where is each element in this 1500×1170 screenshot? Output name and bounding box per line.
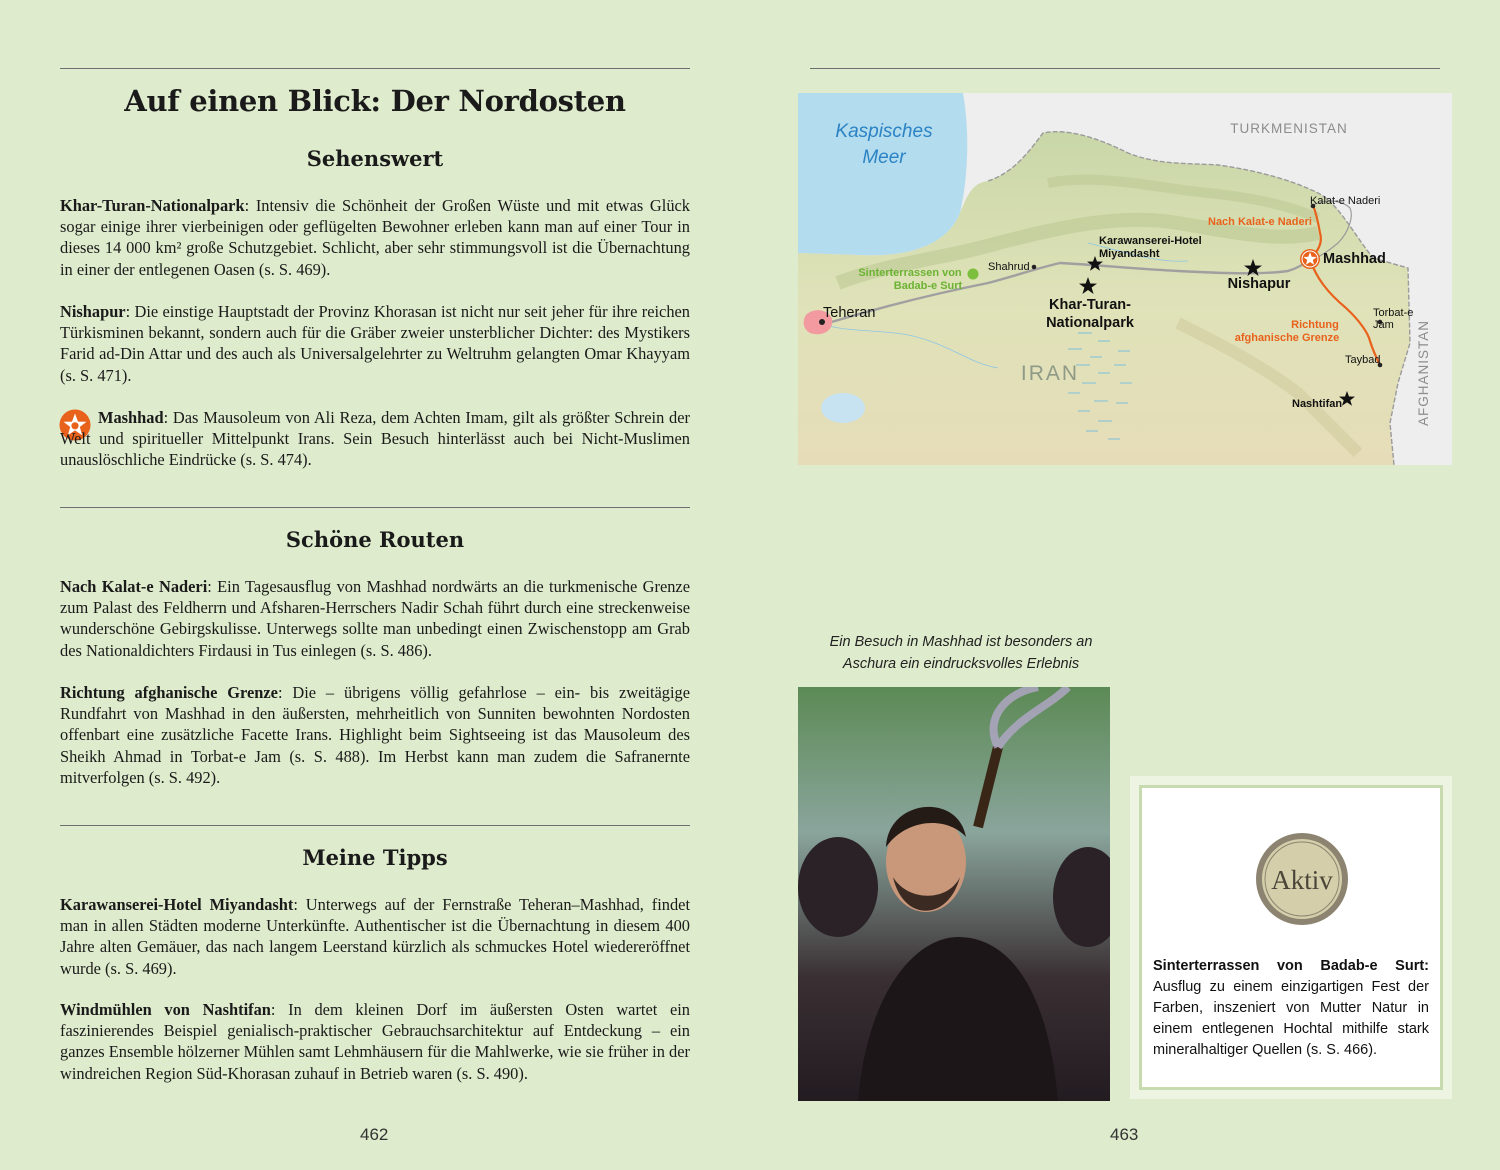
aktiv-title: Sinterterrassen von Badab-e Surt:	[1153, 958, 1429, 974]
region-map	[798, 93, 1452, 465]
map-label-city: Torbat-e	[1373, 307, 1414, 319]
map-label-country: IRAN	[1020, 362, 1080, 385]
map-label-route: afghanische Grenze	[1234, 332, 1340, 344]
page-title: Auf einen Blick: Der Nordosten	[124, 84, 626, 118]
section-heading-sehenswert: Sehenswert	[306, 146, 444, 171]
photo-caption	[798, 631, 1124, 675]
item-title: Nach Kalat-e Naderi	[60, 577, 208, 596]
map-label-city: Jam	[1373, 319, 1394, 331]
map-label-city: Mashhad	[1323, 251, 1386, 267]
item-nashtifan	[60, 999, 690, 1084]
map-label-route: Richtung	[1291, 319, 1339, 331]
map-label-sight: Karawanserei-Hotel	[1099, 235, 1202, 247]
aktiv-frame	[1139, 785, 1443, 1090]
section-heading-routen: Schöne Routen	[285, 527, 465, 552]
map-label-city: Teheran	[823, 305, 876, 321]
item-title: Karawanserei-Hotel Miyandasht	[60, 895, 294, 914]
photo-ashura-procession	[798, 687, 1110, 1101]
item-text: : Unterwegs auf der Fernstraße Teheran–Mashhad, findet man in allen Städten moderne Unterkünfte. Authentischer ist die Übernachtung in diesem 400 Jahre alten Gemäuer, das nach langem Leerstand kürzlich als schmuckes Hotel wiedereröffnet wurde (s. S. 469).	[60, 895, 690, 978]
item-mashhad	[60, 407, 690, 471]
item-text: : Das Mausoleum von Ali Reza, dem Achten Imam, gilt als größter Schrein der Welt und spiritueller Mittelpunkt Irans. Sein Besuch hinterlässt auch bei Nicht-Muslimen unauslöschliche Eindrücke (s. S. 474).	[60, 408, 690, 470]
item-text: : Intensiv die Schönheit der Großen Wüste und mit etwas Glück sogar einige ihrer vierbeinigen oder geflügelten Bewohner erleben kann man auf einer Tour in dieses 14 000 km² große Schutzgebiet. Schlicht, aber sehr stimmungsvoll ist die Übernachtung in einer der entlegenen Oasen (s. S. 469).	[60, 196, 690, 279]
map-label-city: Kalat-e Naderi	[1310, 195, 1381, 207]
item-text: : Die einstige Hauptstadt der Provinz Khorasan ist nicht nur seit jeher für ihre reichen Türkisminen bekannt, sondern auch für die Gräber zweier unsterblicher Dichter: des Mystikers Farid ad-Din Attar und des auch als Universalgelehrter zu Weltruhm gelangten Omar Khayyam (s. S. 471).	[60, 302, 690, 385]
map-label-city: Nashtifan	[1292, 398, 1343, 410]
map-label-country: TURKMENISTAN	[1230, 121, 1348, 136]
aktiv-text	[1153, 956, 1429, 1061]
section-divider	[60, 825, 690, 826]
map-label-sea: Kaspisches	[835, 121, 933, 142]
item-title: Khar-Turan-Nationalpark	[60, 196, 245, 215]
page-number-right: 463	[1110, 1125, 1139, 1144]
item-title: Windmühlen von Nashtifan	[60, 1000, 271, 1019]
map-label-city: Nishapur	[1227, 276, 1291, 292]
map-label-city: Taybad	[1345, 354, 1381, 366]
item-afghan-border	[60, 682, 690, 788]
section-divider	[60, 507, 690, 508]
item-khar-turan	[60, 195, 690, 280]
aktiv-seal-icon	[1254, 831, 1350, 927]
item-kalat	[60, 576, 690, 661]
aktiv-seal-label: Aktiv	[1271, 865, 1333, 895]
map-label-route: Nach Kalat-e Naderi	[1208, 216, 1312, 228]
map-label-sight: Sinterterrassen von	[858, 267, 962, 279]
item-title: Mashhad	[98, 408, 164, 427]
item-text: : In dem kleinen Dorf im äußersten Osten wartet ein faszinierendes Beispiel genialisch-praktischer Gebrauchsarchitektur auf Entdeckung – ein ganzes Ensemble hölzerner Mühlen samt Lehmhäusern für die Mahlwerke, wie sie früher in der windreichen Region Süd-Khorasan zuhauf in Betrieb waren (s. S. 490).	[60, 1000, 691, 1083]
top-rule-right	[810, 68, 1440, 69]
map-label-sight: Miyandasht	[1099, 248, 1160, 260]
caption-line: Aschura ein eindrucksvolles Erlebnis	[842, 656, 1080, 672]
page-number-left: 462	[360, 1125, 389, 1144]
item-karawanserei	[60, 894, 690, 979]
map-label-country: AFGHANISTAN	[1416, 319, 1431, 427]
top-rule-left	[60, 68, 690, 69]
item-text: : Ein Tagesausflug von Mashhad nordwärts an die turkmenische Grenze zum Palast des Feldherrn und Afsharen-Herrschers Nadir Schah führt durch eine streckenweise wunderschöne Gebirgskulisse. Unterwegs sollte man unbedingt einen Zwischenstopp am Grab des Nationaldichters Firdausi in Tus einlegen (s. S. 486).	[60, 577, 690, 660]
aktiv-body: Ausflug zu einem einzigartigen Fest der Farben, inszeniert von Mutter Natur in einem entlegenen Hochtal mithilfe stark mineralhaltiger Quellen (s. S. 466).	[1153, 979, 1429, 1058]
item-text: : Die – übrigens völlig gefahrlose – ein- bis zweitägige Rundfahrt von Mashhad in den äußersten, mehrheitlich von Sunniten bewohnten Nordosten offenbart eine zusätzliche Facette Irans. Highlight beim Sightseeing ist das Mausoleum des Sheikh Ahmad in Torbat-e Jam (s. S. 488). Im Herbst kann man zudem die Safranernte mitverfolgen (s. S. 492).	[60, 683, 691, 787]
map-label-sight: Badab-e Surt	[893, 280, 963, 292]
caption-line: Ein Besuch in Mashhad ist besonders an	[829, 634, 1093, 650]
map-label-city: Shahrud	[988, 261, 1030, 273]
section-heading-tipps: Meine Tipps	[302, 845, 448, 870]
map-label-sight: Nationalpark	[1046, 315, 1134, 331]
map-label-sight: Khar-Turan-	[1049, 297, 1131, 313]
item-nishapur	[60, 301, 690, 386]
map-label-sea: Meer	[862, 147, 906, 168]
item-title: Nishapur	[60, 302, 126, 321]
item-title: Richtung afghanische Grenze	[60, 683, 278, 702]
aktiv-infobox	[1130, 776, 1452, 1099]
